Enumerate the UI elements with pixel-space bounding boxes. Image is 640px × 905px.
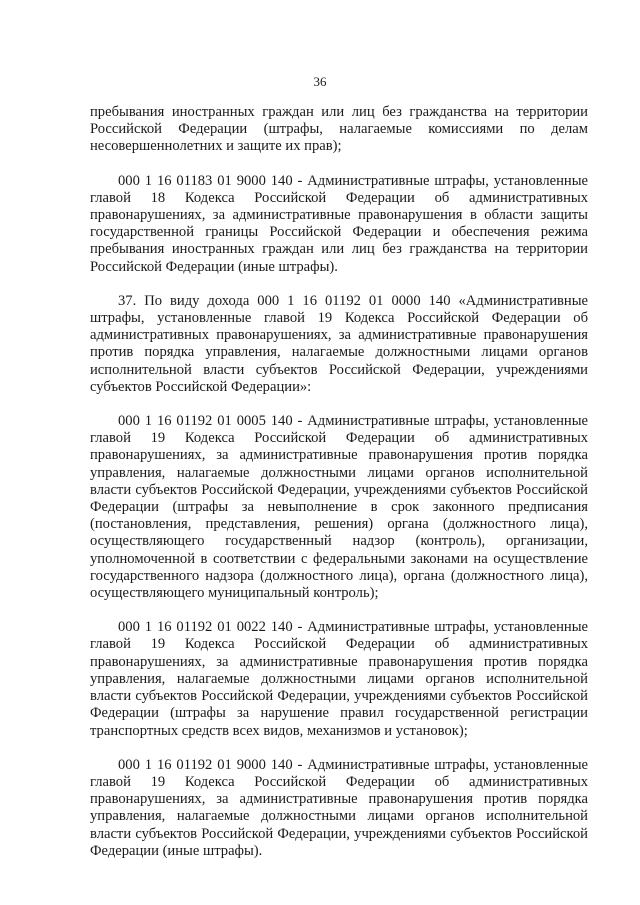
page-number: 36 xyxy=(313,74,327,89)
paragraph-code-01192-0022: 000 1 16 01192 01 0022 140 - Административные штрафы, установленные главой 19 Кодекса Российской Федерации об административных правонарушениях, за административные правонарушения против порядка управления, налагаемые должностными лицами органов исполнительной власти субъектов Российской Федерации, учреждениями субъектов Российской Федерации (штрафы за нарушение правил государственной регистрации транспортных средств всех видов, механизмов и установок); xyxy=(90,619,588,739)
paragraph-code-01192-0005: 000 1 16 01192 01 0005 140 - Административные штрафы, установленные главой 19 Кодекса Российской Федерации об административных правонарушениях, за административные правонарушения против порядка управления, налагаемые должностными лицами органов исполнительной власти субъектов Российской Федерации, учреждениями субъектов Российской Федерации (штрафы за невыполнение в срок законного предписания (постановления, представления, решения) органа (должностного лица), осуществляющего государственный надзор (контроль), организации, уполномоченной в соответствии с федеральными законами на осуществление государственного надзора (должностного лица), органа (должностного лица), осуществляющего муниципальный контроль); xyxy=(90,413,588,602)
paragraph-code-01183: 000 1 16 01183 01 9000 140 - Административные штрафы, установленные главой 18 Кодекса Российской Федерации об административных правонарушениях, за административные правонарушения в области защиты государственной границы Российской Федерации и обеспечения режима пребывания иностранных граждан или лиц без гражданства на территории Российской Федерации (иные штрафы). xyxy=(90,172,588,275)
paragraph-continuation: пребывания иностранных граждан или лиц без гражданства на территории Российской Федерации (штрафы, налагаемые комиссиями по делам несовершеннолетних и защите их прав); xyxy=(90,104,588,155)
paragraph-code-01192-9000: 000 1 16 01192 01 9000 140 - Административные штрафы, установленные главой 19 Кодекса Российской Федерации об административных правонарушениях, за административные правонарушения против порядка управления, налагаемые должностными лицами органов исполнительной власти субъектов Российской Федерации, учреждениями субъектов Российской Федерации (иные штрафы). xyxy=(90,756,588,859)
paragraph-item-37: 37. По виду дохода 000 1 16 01192 01 0000 140 «Административные штрафы, установленные главой 19 Кодекса Российской Федерации об административных правонарушениях, за административные правонарушения против порядка управления, налагаемые должностными лицами органов исполнительной власти субъектов Российской Федерации, учреждениями субъектов Российской Федерации»: xyxy=(90,292,588,395)
document-body xyxy=(90,104,588,860)
